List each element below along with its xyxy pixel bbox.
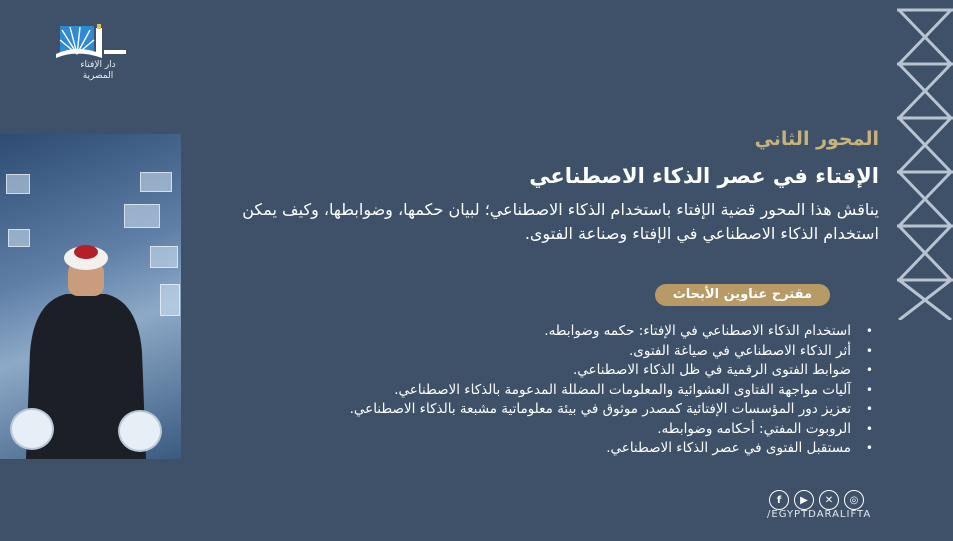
list-item: • الروبوت المفتي: أحكامه وضوابطه. bbox=[195, 420, 875, 440]
section-description: يناقش هذا المحور قضية الإفتاء باستخدام الذكاء الاصطناعي؛ لبيان حكمها، وضوابطها، وكيف يمكن استخدام الذكاء الاصطناعي في الإفتاء وصناعة الفتوى. bbox=[242, 200, 879, 243]
list-item: • آليات مواجهة الفتاوى العشوائية والمعلومات المضللة المدعومة بالذكاء الاصطناعي. bbox=[195, 381, 875, 401]
proposals-list bbox=[195, 322, 875, 459]
social-handle: /EGYPTDARALIFTA bbox=[767, 509, 872, 520]
list-item: • أثر الذكاء الاصطناعي في صياغة الفتوى. bbox=[195, 342, 875, 362]
facebook-icon[interactable]: f bbox=[769, 490, 789, 510]
logo-name-line-1: دار الإفتاء bbox=[80, 60, 116, 70]
list-item: • تعزيز دور المؤسسات الإفتائية كمصدر موثوق في بيئة معلوماتية مشبعة بالذكاء الاصطناعي. bbox=[195, 400, 875, 420]
social-icons bbox=[769, 490, 864, 510]
dar-al-ifta-logo bbox=[52, 22, 144, 84]
youtube-icon[interactable]: ▶ bbox=[794, 490, 814, 510]
logo-name-line-2: المصرية bbox=[82, 71, 114, 81]
seal-left-icon bbox=[10, 408, 54, 450]
list-item: • استخدام الذكاء الاصطناعي في الإفتاء: حكمه وضوابطه. bbox=[195, 322, 875, 342]
list-item: • ضوابط الفتوى الرقمية في ظل الذكاء الاصطناعي. bbox=[195, 361, 875, 381]
proposals-heading-pill: مقترح عناوين الأبحاث bbox=[655, 284, 830, 306]
list-item: • مستقبل الفتوى في عصر الذكاء الاصطناعي. bbox=[195, 439, 875, 459]
mufti-photo bbox=[0, 134, 181, 459]
instagram-icon[interactable]: ◎ bbox=[844, 490, 864, 510]
section-content bbox=[209, 128, 879, 246]
seal-right-icon bbox=[118, 410, 162, 452]
section-title: الإفتاء في عصر الذكاء الاصطناعي bbox=[529, 164, 879, 188]
axis-label: المحور الثاني bbox=[754, 128, 879, 150]
x-icon[interactable]: ✕ bbox=[819, 490, 839, 510]
geometric-pattern-decoration bbox=[897, 0, 953, 320]
logo-emblem-icon bbox=[52, 22, 144, 62]
